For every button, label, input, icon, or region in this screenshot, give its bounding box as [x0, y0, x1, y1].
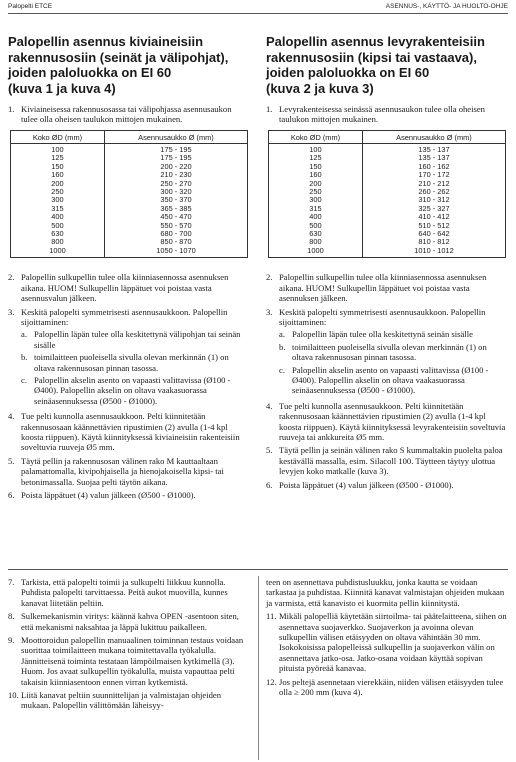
- step-number: 2.: [8, 272, 15, 283]
- list-item: [8, 611, 250, 632]
- table-row: [269, 144, 506, 155]
- table-row: [269, 163, 506, 171]
- step-text: Tarkista, että palopelti toimii ja sulkupelti liikkuu kunnolla. Puhdista palopelti tarvittaessa. Peitä aukot muovilla, kunnes kanavat liitetään peltiin.: [21, 577, 228, 608]
- step-body: [21, 690, 250, 711]
- opening-cell: 170 - 172: [362, 171, 505, 179]
- step-number: 6.: [8, 490, 15, 500]
- opening-cell: 810 - 812: [362, 238, 505, 246]
- step-text: Moottoroidun palopellin manuaalinen toiminnan testaus voidaan suorittaa toimilaitteen mukana toimitettavalla työkalulla. Jännitteisenä toiminta testataan lämpöilmaisen kytkimellä (3). Huom. Jos avaat sulkupellin työkalulla, muista vapauttaa pelti takaisin kiinniasentoon ennen virran kytkemistä.: [21, 635, 244, 687]
- right-table-header-size: Koko ØD (mm): [269, 131, 363, 144]
- left-intro-number: 1.: [8, 104, 15, 114]
- right-intro-text: Levyrakenteisessa seinässä asennusaukon tulee olla oheisen taulukon mittojen mukainen.: [279, 104, 485, 124]
- table-row: [269, 247, 506, 258]
- size-cell: 250: [269, 188, 363, 196]
- opening-cell: 310 - 312: [362, 196, 505, 204]
- list-item: [8, 272, 248, 303]
- list-item: [8, 577, 250, 608]
- table-row: [11, 230, 248, 238]
- step-number: 4.: [266, 400, 273, 411]
- sub-letter: c.: [21, 374, 27, 385]
- size-cell: 150: [11, 163, 105, 171]
- right-size-table: [268, 130, 506, 258]
- size-cell: 160: [269, 171, 363, 179]
- size-cell: 100: [11, 144, 105, 155]
- page-header: [8, 3, 508, 13]
- left-intro-text: Kiviaineisessa rakennusosassa tai välipohjassa asennusaukon tulee olla oheisen taulukon mittojen mukainen.: [21, 104, 232, 124]
- sub-text: toimilaitteen puoleisella sivulla olevan merkinnän (1) on oltava rakennusosan pinnan tasossa.: [34, 352, 229, 373]
- step-text: Jos peltejä asennetaan vierekkäin, niiden välisen etäisyyden tulee olla ≥ 200 mm (kuva 4).: [279, 676, 504, 698]
- left-title-line-1: Palopellin asennus kiviaineisiin: [8, 34, 204, 49]
- size-cell: 400: [11, 213, 105, 221]
- table-row: [269, 188, 506, 196]
- table-row: [269, 171, 506, 179]
- right-title-line-3: joiden paloluokka on: [266, 65, 399, 80]
- list-item: [266, 480, 506, 490]
- size-cell: 300: [269, 196, 363, 204]
- sub-item: [279, 365, 506, 396]
- step-body: [279, 445, 506, 476]
- sub-letter: a.: [21, 329, 27, 340]
- step-number: 7.: [8, 577, 15, 587]
- right-fire-class: EI 60: [398, 65, 430, 80]
- step-number: 4.: [8, 411, 15, 422]
- step-body: [279, 480, 506, 490]
- right-table-body: [269, 144, 506, 258]
- step-text: Palopellin sulkupellin tulee olla kiinniasennossa asennuksen aikana. HUOM! Sulkupellin läppätuet voi poistaa vasta asennusvalun jälkeen.: [21, 272, 229, 304]
- table-row: [269, 154, 506, 162]
- step-body: [279, 307, 506, 398]
- step-body: [21, 611, 250, 632]
- right-steps: [266, 272, 506, 490]
- size-cell: 300: [11, 196, 105, 204]
- size-cell: 125: [11, 154, 105, 162]
- opening-cell: 250 - 270: [104, 180, 247, 188]
- step-body: [21, 456, 248, 487]
- opening-cell: 160 - 162: [362, 163, 505, 171]
- step-number: 11.: [266, 611, 277, 622]
- table-row: [269, 205, 506, 213]
- opening-cell: 850 - 870: [104, 238, 247, 246]
- list-item: [8, 411, 248, 453]
- step-text: Täytä pellin ja seinän välinen rako S kummaltakin puolelta paloa kestävällä massalla, esim. Silacoll 100. Täytteen täytyy ulottua levyjen koko matkalle (kuva 3).: [279, 445, 503, 477]
- size-cell: 100: [269, 144, 363, 155]
- table-row: [269, 222, 506, 230]
- size-cell: 200: [269, 180, 363, 188]
- header-doc-title: ASENNUS-, KÄYTTÖ- JA HUOLTO-OHJE: [385, 3, 508, 10]
- opening-cell: 1050 - 1070: [104, 247, 247, 258]
- step-text: Tue pelti kunnolla asennusaukkoon. Pelti kiinnitetään rakennusosaan käännettävien ripustimien (2) avulla (1-4 kpl koosta riippuen). Käytä kiinnityksessä levyrakenteisiin soveltuvia ruuveja tai ankkureita Ø5 mm.: [279, 400, 506, 442]
- opening-cell: 640 - 642: [362, 230, 505, 238]
- step-text: Keskitä palopelti symmetrisesti asennusaukkoon. Palopellin sijoittaminen:: [279, 306, 486, 327]
- sub-letter: b.: [21, 352, 28, 363]
- left-steps: [8, 272, 248, 500]
- opening-cell: 550 - 570: [104, 222, 247, 230]
- list-item: [8, 635, 250, 687]
- opening-cell: 175 - 195: [104, 144, 247, 155]
- right-title-line-2: rakennusosiin (kipsi tai vastaava),: [266, 49, 477, 65]
- left-table-header-opening: Asennusaukko Ø (mm): [104, 131, 247, 144]
- sub-text: Palopellin läpän tulee olla keskitettynä seinän sisälle: [292, 329, 473, 340]
- list-item: [8, 456, 248, 487]
- list-item: [8, 490, 248, 500]
- size-cell: 800: [11, 238, 105, 246]
- step-body: [21, 307, 248, 409]
- list-item: [266, 401, 506, 443]
- column-divider: [258, 576, 259, 760]
- sub-item: [21, 329, 248, 350]
- size-cell: 1000: [11, 247, 105, 258]
- opening-cell: 135 - 137: [362, 154, 505, 162]
- step-text: Tue pelti kunnolla asennusaukkoon. Pelti kiinnitetään rakennusosaan käännettävien ripustimien (2) avulla (1-4 kpl koosta riippuen). Käytä kiinnityksessä kiviaineisiin rakenteisiin soveltuvia ruuveja Ø5 mm.: [21, 411, 240, 453]
- table-row: [11, 247, 248, 258]
- step-body: [279, 611, 508, 673]
- left-title-figure-ref: (kuva 1 ja kuva 4): [8, 80, 116, 96]
- right-intro: [266, 104, 506, 124]
- opening-cell: 175 - 195: [104, 154, 247, 162]
- opening-cell: 210 - 230: [104, 171, 247, 179]
- opening-cell: 365 - 385: [104, 205, 247, 213]
- table-row: [11, 213, 248, 221]
- step-text: Täytä pellin ja rakennusosan välinen rako M kauttaaltaan palamattomalla, kivipohjaisella ja hienojakoisella kipsi- tai betonimassalla. Suojaa pelti täytön aikana.: [21, 455, 224, 487]
- table-row: [11, 171, 248, 179]
- header-divider: [8, 13, 508, 14]
- right-column: [266, 34, 506, 493]
- step-body: [279, 272, 506, 303]
- sub-text: toimilaitteen puoleisella sivulla olevan merkinnän (1) on oltava rakennusosan pinnan tasossa.: [292, 341, 487, 363]
- size-cell: 1000: [269, 247, 363, 258]
- sub-item: [279, 329, 506, 339]
- step-body: [21, 272, 248, 303]
- list-item: [266, 272, 506, 303]
- left-title-line-2: rakennusosiin (seinät ja välipohjat),: [8, 49, 229, 65]
- right-section-title: [266, 34, 506, 96]
- table-row: [269, 180, 506, 188]
- sub-letter: a.: [279, 329, 285, 340]
- step-number: 12.: [266, 676, 277, 687]
- left-column: [8, 34, 248, 503]
- step-body: [21, 635, 250, 687]
- table-row: [269, 238, 506, 246]
- size-cell: 315: [11, 205, 105, 213]
- table-row: [11, 188, 248, 196]
- opening-cell: 510 - 512: [362, 222, 505, 230]
- size-cell: 630: [11, 230, 105, 238]
- left-table-body: [11, 144, 248, 258]
- table-row: [269, 196, 506, 204]
- table-row: [11, 144, 248, 155]
- step-number: 5.: [8, 455, 15, 466]
- bottom-right-steps: [266, 577, 508, 700]
- list-item: [8, 307, 248, 409]
- step-text: Poista läppätuet (4) valun jälkeen (Ø500 - Ø1000).: [21, 490, 196, 500]
- list-item: [8, 690, 250, 711]
- opening-cell: 200 - 220: [104, 163, 247, 171]
- table-row: [11, 163, 248, 171]
- step-text: Palopellin sulkupellin tulee olla kiinniasennossa asennuksen aikana. HUOM! Sulkupellin läppätuet voi poistaa vasta asennuksen jälkeen.: [279, 272, 487, 304]
- size-cell: 125: [269, 154, 363, 162]
- list-item: [266, 611, 508, 673]
- step-number: 10.: [8, 690, 19, 701]
- step-text: Sulkemekanismin viritys: käännä kahva OPEN -asentoon siten, että mekanismi naksahtaa ja läppä lukittuu paikalleen.: [21, 611, 239, 632]
- step-text: Liitä kanavat peltiin suunnittelijan ja valmistajan ohjeiden mukaan. Palopellin välittömään läheisyy-: [21, 690, 221, 711]
- step-text: Poista läppätuet (4) valun jälkeen (Ø500 - Ø1000).: [279, 479, 454, 490]
- right-table-header-opening: Asennusaukko Ø (mm): [362, 131, 505, 144]
- list-item: [266, 445, 506, 476]
- step-number: 9.: [8, 635, 15, 646]
- step-number: 6.: [266, 479, 273, 490]
- left-fire-class: EI 60: [140, 65, 172, 80]
- step-number: 3.: [266, 306, 273, 317]
- step-body: [21, 490, 248, 500]
- sub-letter: c.: [279, 364, 285, 375]
- opening-cell: 1010 - 1012: [362, 247, 505, 258]
- sub-item: [21, 352, 248, 373]
- size-cell: 630: [269, 230, 363, 238]
- table-row: [11, 154, 248, 162]
- step-number: 2.: [266, 272, 273, 283]
- opening-cell: 300 - 320: [104, 188, 247, 196]
- bottom-left-steps: [8, 577, 250, 714]
- opening-cell: 350 - 370: [104, 196, 247, 204]
- opening-cell: 450 - 470: [104, 213, 247, 221]
- opening-cell: 135 - 137: [362, 144, 505, 155]
- header-product: Palopelti ETCE: [8, 3, 53, 10]
- sub-letter: b.: [279, 341, 286, 352]
- left-size-table: [10, 130, 248, 258]
- size-cell: 250: [11, 188, 105, 196]
- right-intro-number: 1.: [266, 104, 273, 114]
- left-table-header-size: Koko ØD (mm): [11, 131, 105, 144]
- left-title-line-3: joiden paloluokka on: [8, 65, 141, 80]
- sub-item: [21, 375, 248, 406]
- opening-cell: 325 - 327: [362, 205, 505, 213]
- step-number: 3.: [8, 306, 15, 317]
- section-divider: [8, 569, 508, 570]
- size-cell: 500: [11, 222, 105, 230]
- table-row: [11, 238, 248, 246]
- right-title-line-1: Palopellin asennus levyrakenteisiin: [266, 34, 485, 49]
- table-row: [11, 222, 248, 230]
- step-number: 5.: [266, 445, 273, 456]
- left-section-title: [8, 34, 248, 96]
- size-cell: 500: [269, 222, 363, 230]
- table-row: [11, 180, 248, 188]
- step-text: Keskitä palopelti symmetrisesti asennusaukkoon. Palopellin sijoittaminen:: [21, 306, 228, 327]
- table-row: [11, 205, 248, 213]
- table-row: [269, 230, 506, 238]
- size-cell: 150: [269, 163, 363, 171]
- continued-text: teen on asennettava puhdistusluukku, jonka kautta se voidaan tarkastaa ja puhdistaa. Kiinnitä kanavat valmistajan ohjeiden mukaan ja varmista, että kanavisto ei kuormita pellin kiinnitystä.: [266, 577, 505, 608]
- size-cell: 200: [11, 180, 105, 188]
- bottom-right-list: [266, 611, 508, 697]
- table-row: [11, 196, 248, 204]
- opening-cell: 260 - 262: [362, 188, 505, 196]
- size-cell: 160: [11, 171, 105, 179]
- step-text: Mikäli palopelliä käytetään siirtoilma- tai päätelaitteena, siihen on asennettava suojaverkko. Suojaverkon ja avoinna olevan sulkupellin välisen etäisyyden on oltava vähintään 30 mm. Isokokoisissa palopelleissä sulkupellin ja suojaverkon välin on asennettava jatko-osa. Jatko-osana voidaan käyttää sopivan pituista pyöreää kanavaa.: [279, 611, 507, 674]
- right-title-figure-ref: (kuva 2 ja kuva 3): [266, 80, 374, 96]
- table-row: [269, 213, 506, 221]
- step-body: [21, 577, 250, 608]
- opening-cell: 680 - 700: [104, 230, 247, 238]
- step-number: 8.: [8, 611, 15, 622]
- opening-cell: 210 - 212: [362, 180, 505, 188]
- sub-text: Palopellin akselin asento on vapaasti valittavissa (Ø100 - Ø400). Palopellin akselin on oltava vaakasuorassa seinäasennuksessa (Ø500 - Ø1000).: [34, 374, 231, 406]
- left-intro: [8, 104, 248, 124]
- sub-item: [279, 342, 506, 363]
- size-cell: 800: [269, 238, 363, 246]
- sub-text: Palopellin läpän tulee olla keskitettynä välipohjan tai seinän sisälle: [34, 329, 241, 350]
- list-item: [266, 677, 508, 698]
- size-cell: 315: [269, 205, 363, 213]
- size-cell: 400: [269, 213, 363, 221]
- list-item: [266, 307, 506, 398]
- sub-text: Palopellin akselin asento on vapaasti valittavissa (Ø100 - Ø400). Palopellin akselin on oltava vaakasuorassa seinäasennuksessa (Ø500 - Ø1000).: [292, 364, 489, 396]
- step-body: [21, 411, 248, 453]
- opening-cell: 410 - 412: [362, 213, 505, 221]
- step-body: [279, 401, 506, 443]
- step-body: [279, 677, 508, 698]
